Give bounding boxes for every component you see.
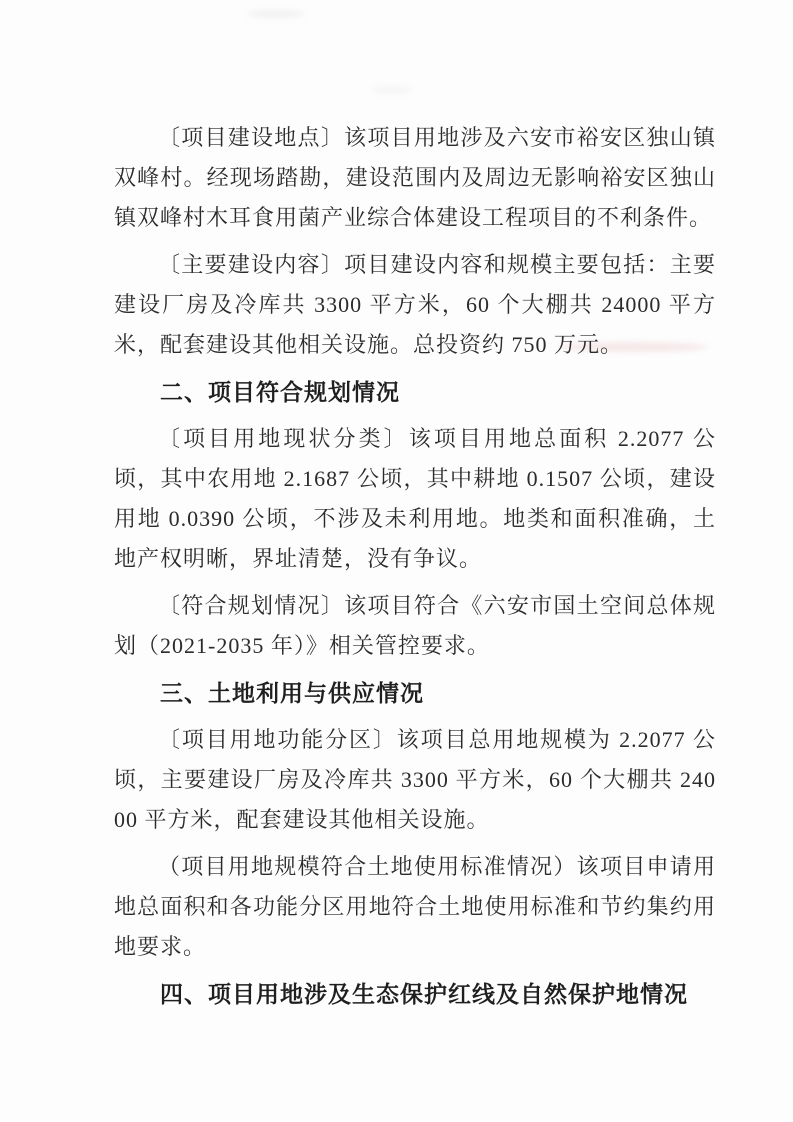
document-body (114, 118, 716, 1021)
paragraph-land-use-standard-compliance: （项目用地规模符合土地使用标准情况）该项目申请用地总面积和各功能分区用地符合土地使用标准和节约集约用地要求。 (114, 854, 716, 959)
paragraph-land-functional-zoning: 〔项目用地功能分区〕该项目总用地规模为 2.2077 公顷，主要建设厂房及冷库共 3300 平方米，60 个大棚共 24000 平方米，配套建设其他相关设施。 (114, 727, 716, 832)
paragraph-construction-site: 〔项目建设地点〕该项目用地涉及六安市裕安区独山镇双峰村。经现场踏勘，建设范围内及周边无影响裕安区独山镇双峰村木耳食用菌产业综合体建设工程项目的不利条件。 (114, 125, 716, 230)
heading-section-3-land-use-supply: 三、土地利用与供应情况 (160, 680, 424, 706)
paragraph-main-construction-content: 〔主要建设内容〕项目建设内容和规模主要包括：主要建设厂房及冷库共 3300 平方米，60 个大棚共 24000 平方米，配套建设其他相关设施。总投资约 750 万元。 (114, 252, 716, 357)
paragraph-land-current-classification: 〔项目用地现状分类〕该项目用地总面积 2.2077 公顷，其中农用地 2.1687 公顷，其中耕地 0.1507 公顷，建设用地 0.0390 公顷，不涉及未利用地。地类和面积准确，土地产权明晰，界址清楚，没有争议。 (114, 426, 716, 571)
heading-section-2-planning-compliance: 二、项目符合规划情况 (160, 379, 400, 405)
scan-smudge (246, 10, 306, 18)
scan-smudge (372, 86, 412, 94)
paragraph-planning-conformity: 〔符合规划情况〕该项目符合《六安市国土空间总体规划（2021-2035 年）》相关管控要求。 (114, 593, 716, 658)
heading-section-4-ecological-redline: 四、项目用地涉及生态保护红线及自然保护地情况 (160, 981, 688, 1007)
